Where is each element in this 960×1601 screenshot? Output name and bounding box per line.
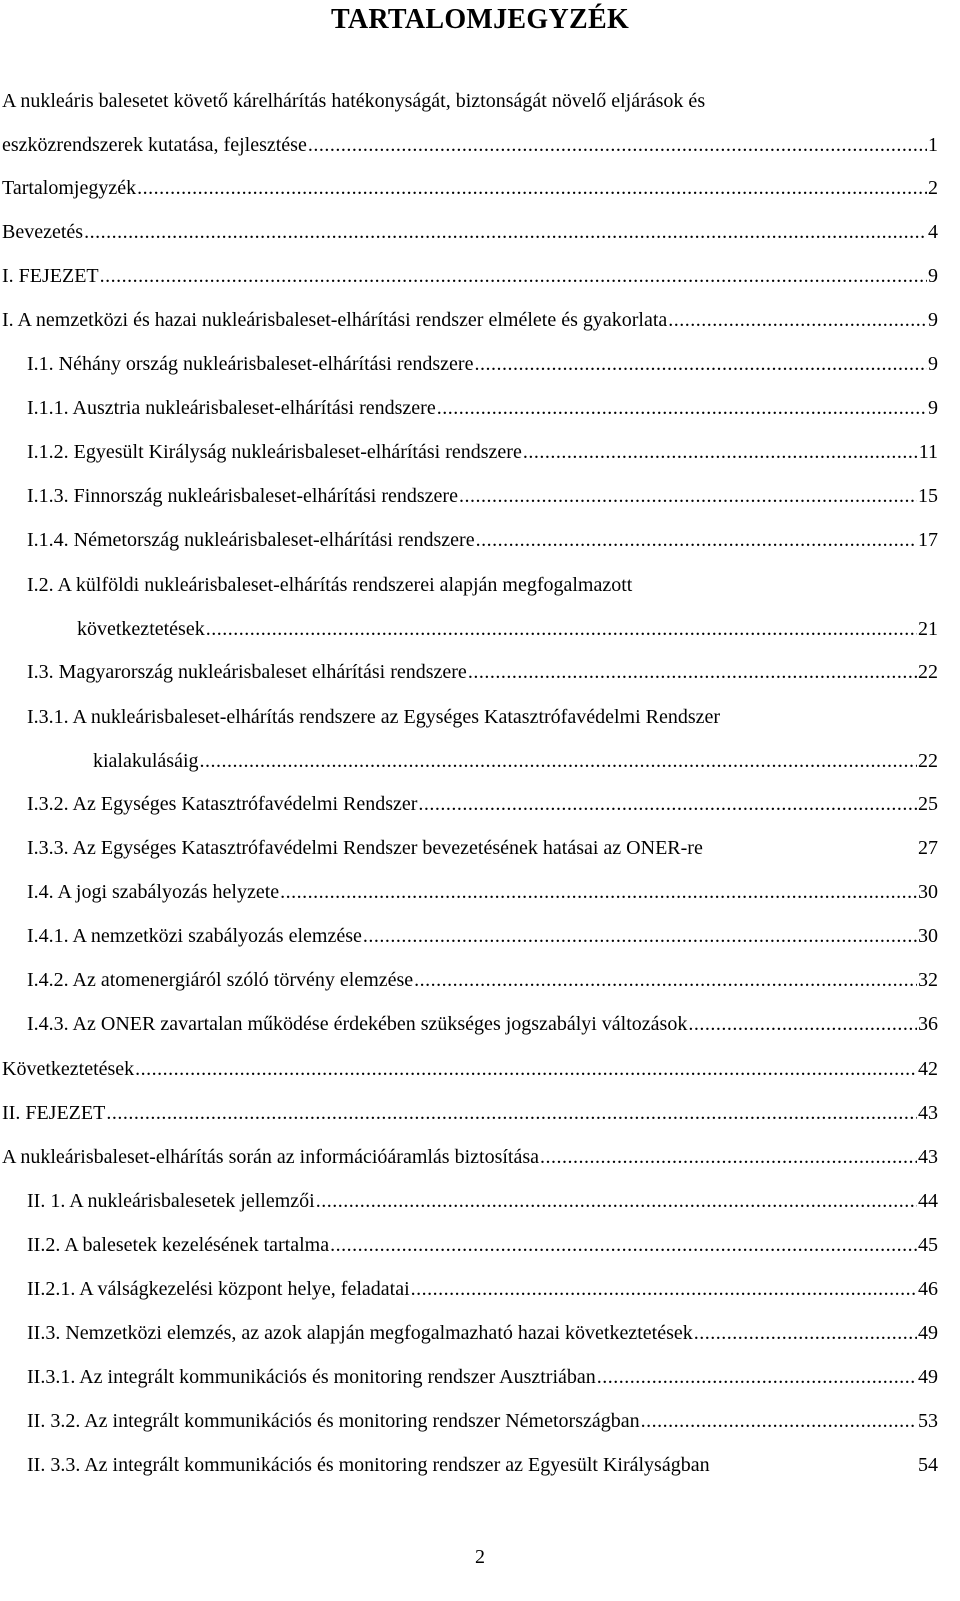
toc-entry-text: eszközrendszerek kutatása, fejlesztése: [2, 134, 307, 156]
dot-leader: [330, 1234, 917, 1256]
toc-entry-page-number: 25: [918, 793, 938, 815]
toc-entry-page-number: 30: [918, 881, 938, 903]
toc-entry-page-number: 2: [928, 177, 938, 199]
dot-leader: [200, 750, 917, 772]
toc-entry-line: [27, 1278, 938, 1300]
toc-entry-page-number: 54: [918, 1454, 938, 1476]
toc-entry-line: [27, 793, 938, 815]
toc-entry-line: [27, 1013, 938, 1035]
toc-entry-line: [2, 265, 938, 287]
toc-entry-page-number: 46: [918, 1278, 938, 1300]
toc-entry-page-number: 49: [918, 1322, 938, 1344]
dot-leader: [418, 793, 917, 815]
dot-leader: [694, 1322, 917, 1344]
toc-entry-text: I.3.2. Az Egységes Katasztrófavédelmi Rendszer: [27, 793, 418, 815]
toc-entry[interactable]: [0, 529, 960, 573]
toc-entry[interactable]: [0, 881, 960, 925]
toc-entry-line: [2, 221, 938, 243]
toc-entry[interactable]: [0, 485, 960, 529]
toc-entry[interactable]: [0, 221, 960, 265]
page-number: 2: [475, 1546, 485, 1568]
toc-entry[interactable]: [0, 837, 960, 881]
toc-entry-page-number: 1: [928, 134, 938, 156]
toc-entry[interactable]: [0, 1058, 960, 1102]
toc-entry-text: I.1.4. Németország nukleárisbaleset-elhárítási rendszere: [27, 529, 475, 551]
toc-entry-page-number: 4: [928, 221, 938, 243]
toc-entry-page-number: 9: [928, 309, 938, 331]
toc-entry-text: I.4.1. A nemzetközi szabályozás elemzése: [27, 925, 362, 947]
toc-entry-page-number: 44: [918, 1190, 938, 1212]
toc-entry[interactable]: [0, 1366, 960, 1410]
toc-entry[interactable]: [0, 309, 960, 353]
toc-entry-line: [27, 397, 938, 419]
toc-entry-text: I.1.3. Finnország nukleárisbaleset-elhárítási rendszere: [27, 485, 458, 507]
toc-entry-line: [27, 1234, 938, 1256]
toc-entry-line: [2, 1058, 938, 1080]
toc-entry-text: I.3.3. Az Egységes Katasztrófavédelmi Rendszer bevezetésének hatásai az ONER-re: [27, 837, 703, 859]
dot-leader: [280, 881, 917, 903]
toc-entry-line: [2, 134, 938, 156]
toc-entry-page-number: 49: [918, 1366, 938, 1388]
dot-leader: [437, 397, 927, 419]
toc-entry-page-number: 36: [918, 1013, 938, 1035]
toc-entry-text: Bevezetés: [2, 221, 84, 243]
toc-entry-line: [2, 1146, 938, 1168]
toc-entry-text-line: A nukleáris balesetet követő kárelhárítás hatékonyságát, biztonságát növelő eljárások és: [2, 90, 706, 112]
dot-leader: [459, 485, 917, 507]
toc-entry-text: II.3. Nemzetközi elemzés, az azok alapján megfogalmazható hazai következtetések: [27, 1322, 693, 1344]
toc-entry[interactable]: [0, 90, 960, 178]
toc-entry[interactable]: [0, 793, 960, 837]
page-title: TARTALOMJEGYZÉK: [330, 4, 630, 35]
toc-entry-text: I.4.2. Az atomenergiáról szóló törvény elemzése: [27, 969, 414, 991]
toc-entry[interactable]: [0, 1102, 960, 1146]
toc-entry-text: kialakulásáig: [93, 750, 199, 772]
toc-entry-text: I.1. Néhány ország nukleárisbaleset-elhárítási rendszere: [27, 353, 474, 375]
dot-leader: [363, 925, 917, 947]
toc-entry-text: I.3. Magyarország nukleárisbaleset elhárítási rendszere: [27, 661, 467, 683]
toc-entry-text: A nukleárisbaleset-elhárítás során az információáramlás biztosítása: [2, 1146, 540, 1168]
toc-entry-line: [27, 881, 938, 903]
toc-entry-page-number: 32: [918, 969, 938, 991]
toc-entry-text: I. A nemzetközi és hazai nukleárisbaleset-elhárítási rendszer elmélete és gyakorlata: [2, 309, 668, 331]
toc-entry-text: I. FEJEZET: [2, 265, 99, 287]
dot-leader: [597, 1366, 917, 1388]
dot-leader: [411, 1278, 917, 1300]
toc-entry-line: [2, 177, 938, 199]
toc-entry[interactable]: [0, 1278, 960, 1322]
toc-entry-page-number: 9: [928, 397, 938, 419]
toc-entry-page-number: 43: [918, 1146, 938, 1168]
toc-entry[interactable]: [0, 1234, 960, 1278]
dot-leader: [468, 661, 917, 683]
toc-entry-line: [27, 661, 938, 683]
toc-entry[interactable]: [0, 353, 960, 397]
toc-entry-line: [27, 353, 938, 375]
toc-entry-line: [27, 1366, 938, 1388]
toc-entry-text: II.2. A balesetek kezelésének tartalma: [27, 1234, 330, 1256]
toc-entry[interactable]: [0, 1190, 960, 1234]
toc-entry-text: II. 3.2. Az integrált kommunikációs és monitoring rendszer Németországban: [27, 1410, 640, 1432]
toc-entry[interactable]: [0, 1146, 960, 1190]
dot-leader: [206, 618, 917, 640]
dot-leader: [106, 1102, 917, 1124]
toc-entry-line: [27, 1322, 938, 1344]
toc-entry-text: következtetések: [77, 618, 205, 640]
toc-entry[interactable]: [0, 397, 960, 441]
toc-entry-text: II.2.1. A válságkezelési központ helye, feladatai: [27, 1278, 410, 1300]
toc-entry-line: [27, 969, 938, 991]
toc-entry[interactable]: [0, 661, 960, 705]
toc-entry[interactable]: [0, 574, 960, 662]
dot-leader: [137, 177, 927, 199]
toc-entry[interactable]: [0, 1410, 960, 1454]
toc-entry-page-number: 22: [918, 661, 938, 683]
toc-entry-line: [27, 837, 938, 859]
toc-entry-page-number: 11: [918, 441, 938, 463]
toc-entry-page-number: 42: [918, 1058, 938, 1080]
toc-entry-line: [27, 1190, 938, 1212]
toc-entry-line: [77, 618, 938, 640]
toc-entry[interactable]: [0, 969, 960, 1013]
dot-leader: [668, 309, 927, 331]
toc-entry-text: I.4. A jogi szabályozás helyzete: [27, 881, 280, 903]
dot-leader: [308, 134, 927, 156]
toc-entry[interactable]: [0, 1454, 960, 1498]
toc-entry-page-number: 9: [928, 265, 938, 287]
toc-entry-line: [2, 1102, 938, 1124]
dot-leader: [688, 1013, 917, 1035]
toc-entry[interactable]: [0, 706, 960, 794]
dot-leader: [84, 221, 927, 243]
toc-entry-page-number: 53: [918, 1410, 938, 1432]
toc-entry-line: [27, 1454, 938, 1476]
toc-entry[interactable]: [0, 265, 960, 309]
dot-leader: [641, 1410, 917, 1432]
toc-entry-text: Tartalomjegyzék: [2, 177, 137, 199]
toc-entry[interactable]: [0, 1322, 960, 1366]
toc-entry[interactable]: [0, 177, 960, 221]
toc-entry-text: I.1.2. Egyesült Királyság nukleárisbaleset-elhárítási rendszere: [27, 441, 522, 463]
toc-entry-page-number: 9: [928, 353, 938, 375]
toc-entry[interactable]: [0, 925, 960, 969]
toc-entry-line: [27, 485, 938, 507]
toc-entry-line: [27, 1410, 938, 1432]
toc-entry-text: II. FEJEZET: [2, 1102, 106, 1124]
toc-entry-page-number: 27: [918, 837, 938, 859]
toc-entry-text: II.3.1. Az integrált kommunikációs és monitoring rendszer Ausztriában: [27, 1366, 596, 1388]
dot-leader: [476, 529, 917, 551]
dot-leader: [540, 1146, 917, 1168]
toc-entry-page-number: 45: [918, 1234, 938, 1256]
toc-entry-text-line: I.2. A külföldi nukleárisbaleset-elhárítás rendszerei alapján megfogalmazott: [27, 574, 633, 596]
toc-entry-line: [2, 309, 938, 331]
toc-entry-line: [93, 750, 938, 772]
toc-entry[interactable]: [0, 1013, 960, 1057]
toc-entry-text-line: I.3.1. A nukleárisbaleset-elhárítás rendszere az Egységes Katasztrófavédelmi Rendszer: [27, 706, 721, 728]
dot-leader: [316, 1190, 917, 1212]
toc-entry-text: II. 3.3. Az integrált kommunikációs és monitoring rendszer az Egyesült Királyságban: [27, 1454, 710, 1476]
dot-leader: [523, 441, 918, 463]
toc-entry-page-number: 15: [918, 485, 938, 507]
toc-entry[interactable]: [0, 441, 960, 485]
dot-leader: [474, 353, 927, 375]
toc-entry-page-number: 30: [918, 925, 938, 947]
toc-entry-text: I.4.3. Az ONER zavartalan működése érdekében szükséges jogszabályi változások: [27, 1013, 688, 1035]
toc-entry-line: [27, 441, 938, 463]
toc-entry-page-number: 21: [918, 618, 938, 640]
dot-leader: [135, 1058, 917, 1080]
toc-entry-line: [27, 925, 938, 947]
dot-leader: [100, 265, 927, 287]
toc-entry-page-number: 43: [918, 1102, 938, 1124]
toc-entry-page-number: 22: [918, 750, 938, 772]
dot-leader: [414, 969, 917, 991]
toc-entry-text: II. 1. A nukleárisbalesetek jellemzői: [27, 1190, 315, 1212]
toc-entry-page-number: 17: [918, 529, 938, 551]
toc-entry-text: Következtetések: [2, 1058, 135, 1080]
toc-entry-text: I.1.1. Ausztria nukleárisbaleset-elhárítási rendszere: [27, 397, 436, 419]
toc-entry-line: [27, 529, 938, 551]
